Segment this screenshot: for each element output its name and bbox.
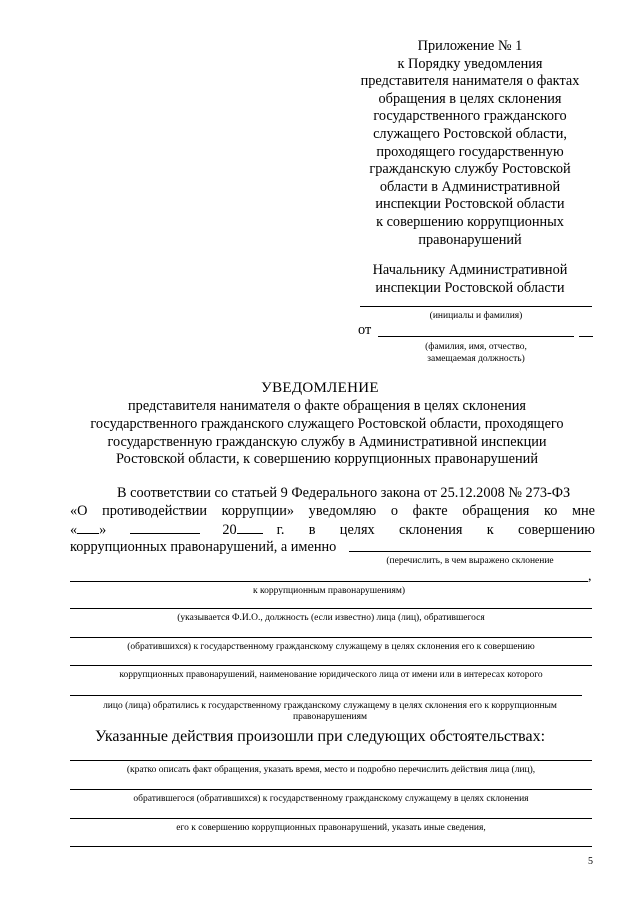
notice-title: УВЕДОМЛЕНИЕ xyxy=(261,380,379,396)
input-line[interactable] xyxy=(70,581,588,582)
appendix-line: правонарушений xyxy=(418,231,522,248)
day-field[interactable] xyxy=(77,520,99,534)
date-line xyxy=(70,520,595,538)
input-line[interactable] xyxy=(70,608,592,609)
caption-circumstances: обратившегося (обратившихся) к государственному гражданскому служащему в целях склонения xyxy=(133,794,529,804)
input-line[interactable] xyxy=(70,846,592,847)
caption-list: (перечислить, в чем выражено склонение xyxy=(386,556,554,566)
input-line[interactable] xyxy=(70,818,592,819)
appendix-header xyxy=(340,38,600,249)
from-caption: замещаемая должность) xyxy=(427,354,525,364)
appendix-line: к Порядку уведомления xyxy=(397,55,543,72)
comma: , xyxy=(588,569,592,584)
appendix-line: представителя нанимателя о фактах xyxy=(360,73,580,90)
caption-fio: (указывается Ф.И.О., должность (если известно) лица (лиц), обратившегося xyxy=(177,613,485,623)
appendix-line: гражданскую службу Ростовской xyxy=(369,161,571,178)
year-field[interactable] xyxy=(237,520,263,534)
initials-caption: (инициалы и фамилия) xyxy=(429,311,523,321)
page-number: 5 xyxy=(588,856,593,867)
caption-circumstances: его к совершению коррупционных правонарушений, указать иные сведения, xyxy=(176,823,486,833)
caption-person: правонарушениям xyxy=(293,712,367,722)
caption-corruption: к коррупционным правонарушениям) xyxy=(252,586,406,596)
appendix-line: государственного гражданского xyxy=(373,108,567,125)
appendix-line: Приложение № 1 xyxy=(417,38,523,54)
input-line[interactable] xyxy=(70,760,592,761)
caption-circumstances: (кратко описать факт обращения, указать время, место и подробно перечислить действия лица (лиц), xyxy=(126,765,536,775)
appendix-line: области в Административной xyxy=(379,178,561,195)
addressee-line: инспекции Ростовской области xyxy=(375,279,565,296)
subtitle-line: представителя нанимателя о факте обращения в целях склонения xyxy=(128,398,526,414)
addressee-line: Начальнику Административной xyxy=(372,262,568,278)
input-line[interactable] xyxy=(70,695,582,696)
appendix-line: инспекции Ростовской области xyxy=(375,196,565,213)
input-line[interactable] xyxy=(70,637,592,638)
quote-close: » xyxy=(99,522,107,538)
subtitle-line: Ростовской области, к совершению коррупционных правонарушений xyxy=(115,451,538,468)
quote-open: « xyxy=(70,522,78,538)
body-line: «О противодействии коррупции» уведомляю о факте обращения ко мне xyxy=(70,503,595,519)
body-line: коррупционных правонарушений, а именно xyxy=(70,539,337,555)
caption-applied: (обратившихся) к государственному гражданскому служащему в целях склонения его к совершению xyxy=(127,642,535,652)
notice-subtitle xyxy=(62,398,592,469)
month-field[interactable] xyxy=(130,520,200,534)
subtitle-line: государственного гражданского служащего Ростовской области, проходящего xyxy=(90,415,564,432)
appendix-line: к совершению коррупционных xyxy=(376,213,564,230)
circumstances-heading: Указанные действия произошли при следующих обстоятельствах: xyxy=(94,728,546,745)
from-caption: (фамилия, имя, отчество, xyxy=(425,342,527,352)
from-field[interactable] xyxy=(378,336,574,337)
initials-field[interactable] xyxy=(360,306,592,307)
from-field-tail xyxy=(579,336,593,337)
caption-entity: коррупционных правонарушений, наименование юридического лица от имени или в интересах которого xyxy=(119,670,543,680)
from-label: от xyxy=(358,322,372,338)
body-paragraph xyxy=(70,484,595,556)
appendix-line: служащего Ростовской области, xyxy=(373,125,567,142)
appendix-line: проходящего государственную xyxy=(376,143,564,160)
appendix-line: обращения в целях склонения xyxy=(378,90,562,107)
year-prefix: 20 xyxy=(222,522,237,538)
caption-person: лицо (лица) обратились к государственному гражданскому служащему в целях склонения его к коррупционным xyxy=(103,701,557,711)
input-line[interactable] xyxy=(70,665,592,666)
subtitle-line: государственную гражданскую службу в Административной инспекции xyxy=(107,433,547,450)
specify-field[interactable] xyxy=(349,551,591,552)
body-line: В соответствии со статьей 9 Федерального закона от 25.12.2008 № 273-ФЗ xyxy=(117,485,571,501)
input-line[interactable] xyxy=(70,789,592,790)
purpose-text: г. в целях склонения к совершению xyxy=(276,522,595,538)
addressee-block xyxy=(340,262,600,297)
